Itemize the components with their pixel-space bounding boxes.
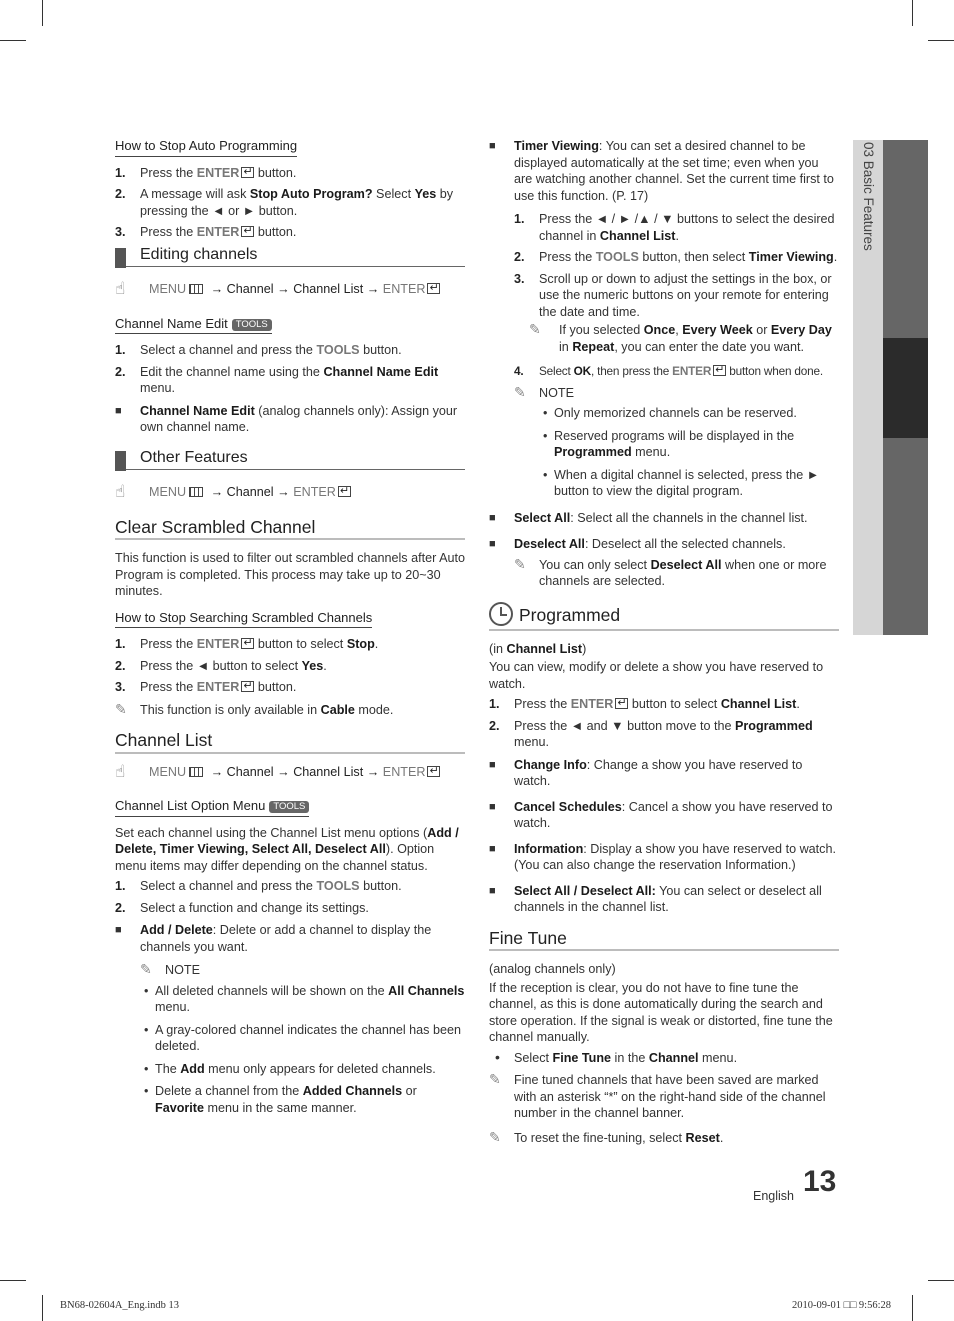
side-tab-label: 03 Basic Features bbox=[861, 142, 876, 251]
square-bullet-icon: ■ bbox=[489, 842, 496, 855]
other-menu-path: ☝ MENU → Channel → ENTER↵ bbox=[115, 484, 465, 501]
list-item: 2. Press the ◄ and ▼ button move to the Programmed menu. bbox=[489, 718, 813, 749]
cancel-schedules-item: ■ Cancel Schedules: Cancel a show you have reserved to watch. bbox=[489, 799, 833, 830]
pencil-icon: ✎ bbox=[489, 1128, 501, 1145]
hand-icon: ☝ bbox=[115, 761, 126, 781]
print-file-info: BN68-02604A_Eng.indb 13 bbox=[60, 1300, 179, 1311]
list-item: 2. A message will ask Stop Auto Program? Select Yes by pressing the ◄ or ► button. bbox=[115, 187, 454, 218]
tools-badge: TOOLS bbox=[269, 801, 309, 813]
side-tab-dark-bottom bbox=[883, 438, 928, 635]
pencil-icon: ✎ bbox=[529, 321, 541, 337]
clear-scrambled-heading: Clear Scrambled Channel bbox=[115, 519, 465, 541]
list-item: • Reserved programs will be displayed in the Programmed menu. bbox=[543, 428, 795, 459]
fine-tune-heading: Fine Tune bbox=[489, 930, 839, 952]
deselect-all-item: ■ Deselect All: Deselect all the selected channels. bbox=[489, 537, 786, 551]
list-item: • When a digital channel is selected, press the ► button to view the digital program. bbox=[543, 467, 820, 498]
enter-icon bbox=[427, 283, 440, 294]
programmed-heading: Programmed bbox=[489, 602, 839, 631]
square-bullet-icon: ■ bbox=[115, 924, 122, 936]
scrambled-note: ✎ This function is only available in Cable mode. bbox=[115, 700, 394, 717]
tools-badge: TOOLS bbox=[232, 319, 272, 331]
square-bullet-icon: ■ bbox=[489, 511, 496, 524]
menu-icon bbox=[189, 767, 203, 777]
list-item: 1. Select a channel and press the TOOLS button. bbox=[115, 879, 402, 893]
enter-icon bbox=[615, 698, 628, 709]
left-column bbox=[115, 138, 465, 1122]
fine-tune-note-1: ✎ Fine tuned channels that have been saved are marked with an asterisk “*” on the right-hand side of the channel number in the channel banner. bbox=[489, 1071, 826, 1120]
side-tab-dark-active bbox=[883, 338, 928, 438]
enter-icon bbox=[241, 638, 254, 649]
square-bullet-icon: ■ bbox=[115, 404, 122, 417]
editing-menu-path: ☝ MENU → Channel → Channel List → ENTER↵ bbox=[115, 281, 465, 298]
timer-step-4 bbox=[514, 363, 839, 380]
pencil-icon: ✎ bbox=[115, 700, 127, 717]
side-tab-dark-top bbox=[883, 140, 928, 338]
scrambled-steps bbox=[115, 636, 465, 696]
hand-icon: ☝ bbox=[115, 482, 126, 501]
list-item: • All deleted channels will be shown on the All Channels menu. bbox=[144, 983, 465, 1014]
list-item: • The Add menu only appears for deleted channels. bbox=[144, 1061, 436, 1076]
fine-tune-bullet: • Select Fine Tune in the Channel menu. bbox=[495, 1048, 738, 1065]
enter-icon bbox=[241, 226, 254, 237]
note-bullets bbox=[140, 983, 465, 1117]
repeat-note: ✎ If you selected Once, Every Week or Every Day in Repeat, you can enter the date you want. bbox=[529, 321, 832, 354]
timer-viewing-item: ■ Timer Viewing: You can set a desired channel to be displayed automatically at the set time; even when you are watching another channel. Set the current time first to use this function. (P. 17) bbox=[489, 139, 834, 203]
note-label: ✎ NOTE bbox=[140, 961, 200, 977]
pencil-icon: ✎ bbox=[140, 961, 152, 977]
menu-icon bbox=[189, 284, 203, 294]
enter-icon bbox=[241, 167, 254, 178]
list-item: 3. Press the ENTER↵ button. bbox=[115, 679, 465, 696]
channel-name-edit-title: Channel Name Edit TOOLS bbox=[115, 316, 272, 335]
channel-list-heading: Channel List bbox=[115, 732, 465, 754]
change-info-item: ■ Change Info: Change a show you have reserved to watch. bbox=[489, 757, 803, 788]
enter-icon bbox=[713, 365, 726, 376]
hand-icon: ☝ bbox=[115, 279, 126, 298]
list-item: 1. Press the ENTER↵ button. bbox=[115, 165, 465, 182]
right-column bbox=[489, 138, 839, 1154]
list-item: 3. Press the ENTER↵ button. bbox=[115, 224, 465, 241]
channel-name-edit-item: ■ Channel Name Edit (analog channels only): Assign your own channel name. bbox=[115, 403, 458, 434]
list-item: 2. Edit the channel name using the Channel Name Edit menu. bbox=[115, 364, 439, 395]
programmed-steps bbox=[489, 696, 839, 751]
menu-icon bbox=[189, 487, 203, 497]
editing-channels-heading: Editing channels bbox=[115, 247, 465, 268]
square-bullet-icon: ■ bbox=[489, 538, 496, 550]
fine-tune-sub: (analog channels only) bbox=[489, 962, 616, 976]
list-item: 4. Select OK, then press the ENTER↵ button when done. bbox=[514, 363, 839, 380]
square-bullet-icon: ■ bbox=[489, 800, 496, 813]
list-item: 1. Press the ◄ / ► /▲ / ▼ buttons to select the desired channel in Channel List. bbox=[514, 212, 835, 243]
deselect-note: ✎ You can only select Deselect All when one or more channels are selected. bbox=[514, 555, 827, 588]
square-bullet-icon: ■ bbox=[489, 758, 496, 771]
list-item: 2. Press the TOOLS button, then select Timer Viewing. bbox=[514, 250, 838, 264]
page-number: 13 bbox=[803, 1165, 837, 1198]
square-bullet-icon: ■ bbox=[489, 884, 496, 897]
clock-icon bbox=[489, 602, 513, 626]
programmed-intro: You can view, modify or delete a show you have reserved to watch. bbox=[489, 660, 824, 691]
list-item: • Delete a channel from the Added Channels or Favorite menu in the same manner. bbox=[144, 1084, 417, 1115]
stop-scrambled-title: How to Stop Searching Scrambled Channels bbox=[115, 610, 372, 629]
pencil-icon: ✎ bbox=[514, 555, 526, 572]
enter-icon bbox=[427, 766, 440, 777]
list-item: 1. Press the ENTER↵ button to select Stop. bbox=[115, 636, 465, 653]
timer-steps bbox=[514, 211, 839, 320]
list-item: 2. Press the ◄ button to select Yes. bbox=[115, 658, 327, 673]
scrambled-intro: This function is used to filter out scrambled channels after Auto Program is completed. This process may take up to 20~30 minutes. bbox=[115, 551, 466, 598]
enter-icon bbox=[241, 681, 254, 692]
list-item: 1. Press the ENTER↵ button to select Channel List. bbox=[489, 696, 839, 713]
add-delete-item: ■ Add / Delete: Delete or add a channel to display the channels you want. bbox=[115, 923, 432, 954]
other-features-heading: Other Features bbox=[115, 450, 465, 471]
list-item: • A gray-colored channel indicates the channel has been deleted. bbox=[144, 1022, 461, 1053]
list-item: 2. Select a function and change its settings. bbox=[115, 900, 369, 915]
enter-icon bbox=[338, 486, 351, 497]
pencil-icon: ✎ bbox=[489, 1071, 501, 1087]
select-deselect-all-item: ■ Select All / Deselect All: You can select or deselect all channels in the channel list. bbox=[489, 883, 822, 914]
name-edit-steps bbox=[115, 342, 465, 397]
pencil-icon: ✎ bbox=[514, 383, 526, 400]
print-date-info: 2010-09-01 □□ 9:56:28 bbox=[792, 1300, 892, 1311]
square-bullet-icon: ■ bbox=[489, 140, 496, 152]
information-item: ■ Information: Display a show you have reserved to watch. (You can also change the reservation Information.) bbox=[489, 841, 836, 872]
timer-note-bullets bbox=[539, 405, 839, 500]
stop-auto-title: How to Stop Auto Programming bbox=[115, 138, 297, 157]
channel-list-menu-path: ☝ MENU → Channel → Channel List → ENTER↵ bbox=[115, 764, 465, 781]
channel-list-intro: Set each channel using the Channel List menu options (Add / Delete, Timer Viewing, Select All, Deselect All). Option menu items may differ depending on the channel status. bbox=[115, 825, 459, 873]
footer-language: English bbox=[753, 1189, 794, 1203]
list-item: 1. Select a channel and press the TOOLS button. bbox=[115, 343, 402, 357]
fine-tune-intro: If the reception is clear, you do not have to fine tune the channel, as this is done automatically during the search and store operation. If the signal is weak or distorted, fine tune the channel manually. bbox=[489, 980, 833, 1044]
list-item: • Only memorized channels can be reserved. bbox=[543, 406, 797, 420]
programmed-context: (in Channel List) bbox=[489, 641, 587, 656]
stop-auto-steps bbox=[115, 165, 465, 241]
channel-list-option-title: Channel List Option Menu TOOLS bbox=[115, 798, 309, 817]
channel-list-steps bbox=[115, 878, 465, 916]
select-all-item: ■ Select All: Select all the channels in the channel list. bbox=[489, 510, 808, 525]
list-item: 3. Scroll up or down to adjust the settings in the box, or use the numeric buttons on your remote for entering the date and time. bbox=[514, 271, 832, 319]
fine-tune-note-2: ✎ To reset the fine-tuning, select Reset. bbox=[489, 1128, 724, 1145]
note-label: ✎ NOTE bbox=[514, 383, 574, 400]
